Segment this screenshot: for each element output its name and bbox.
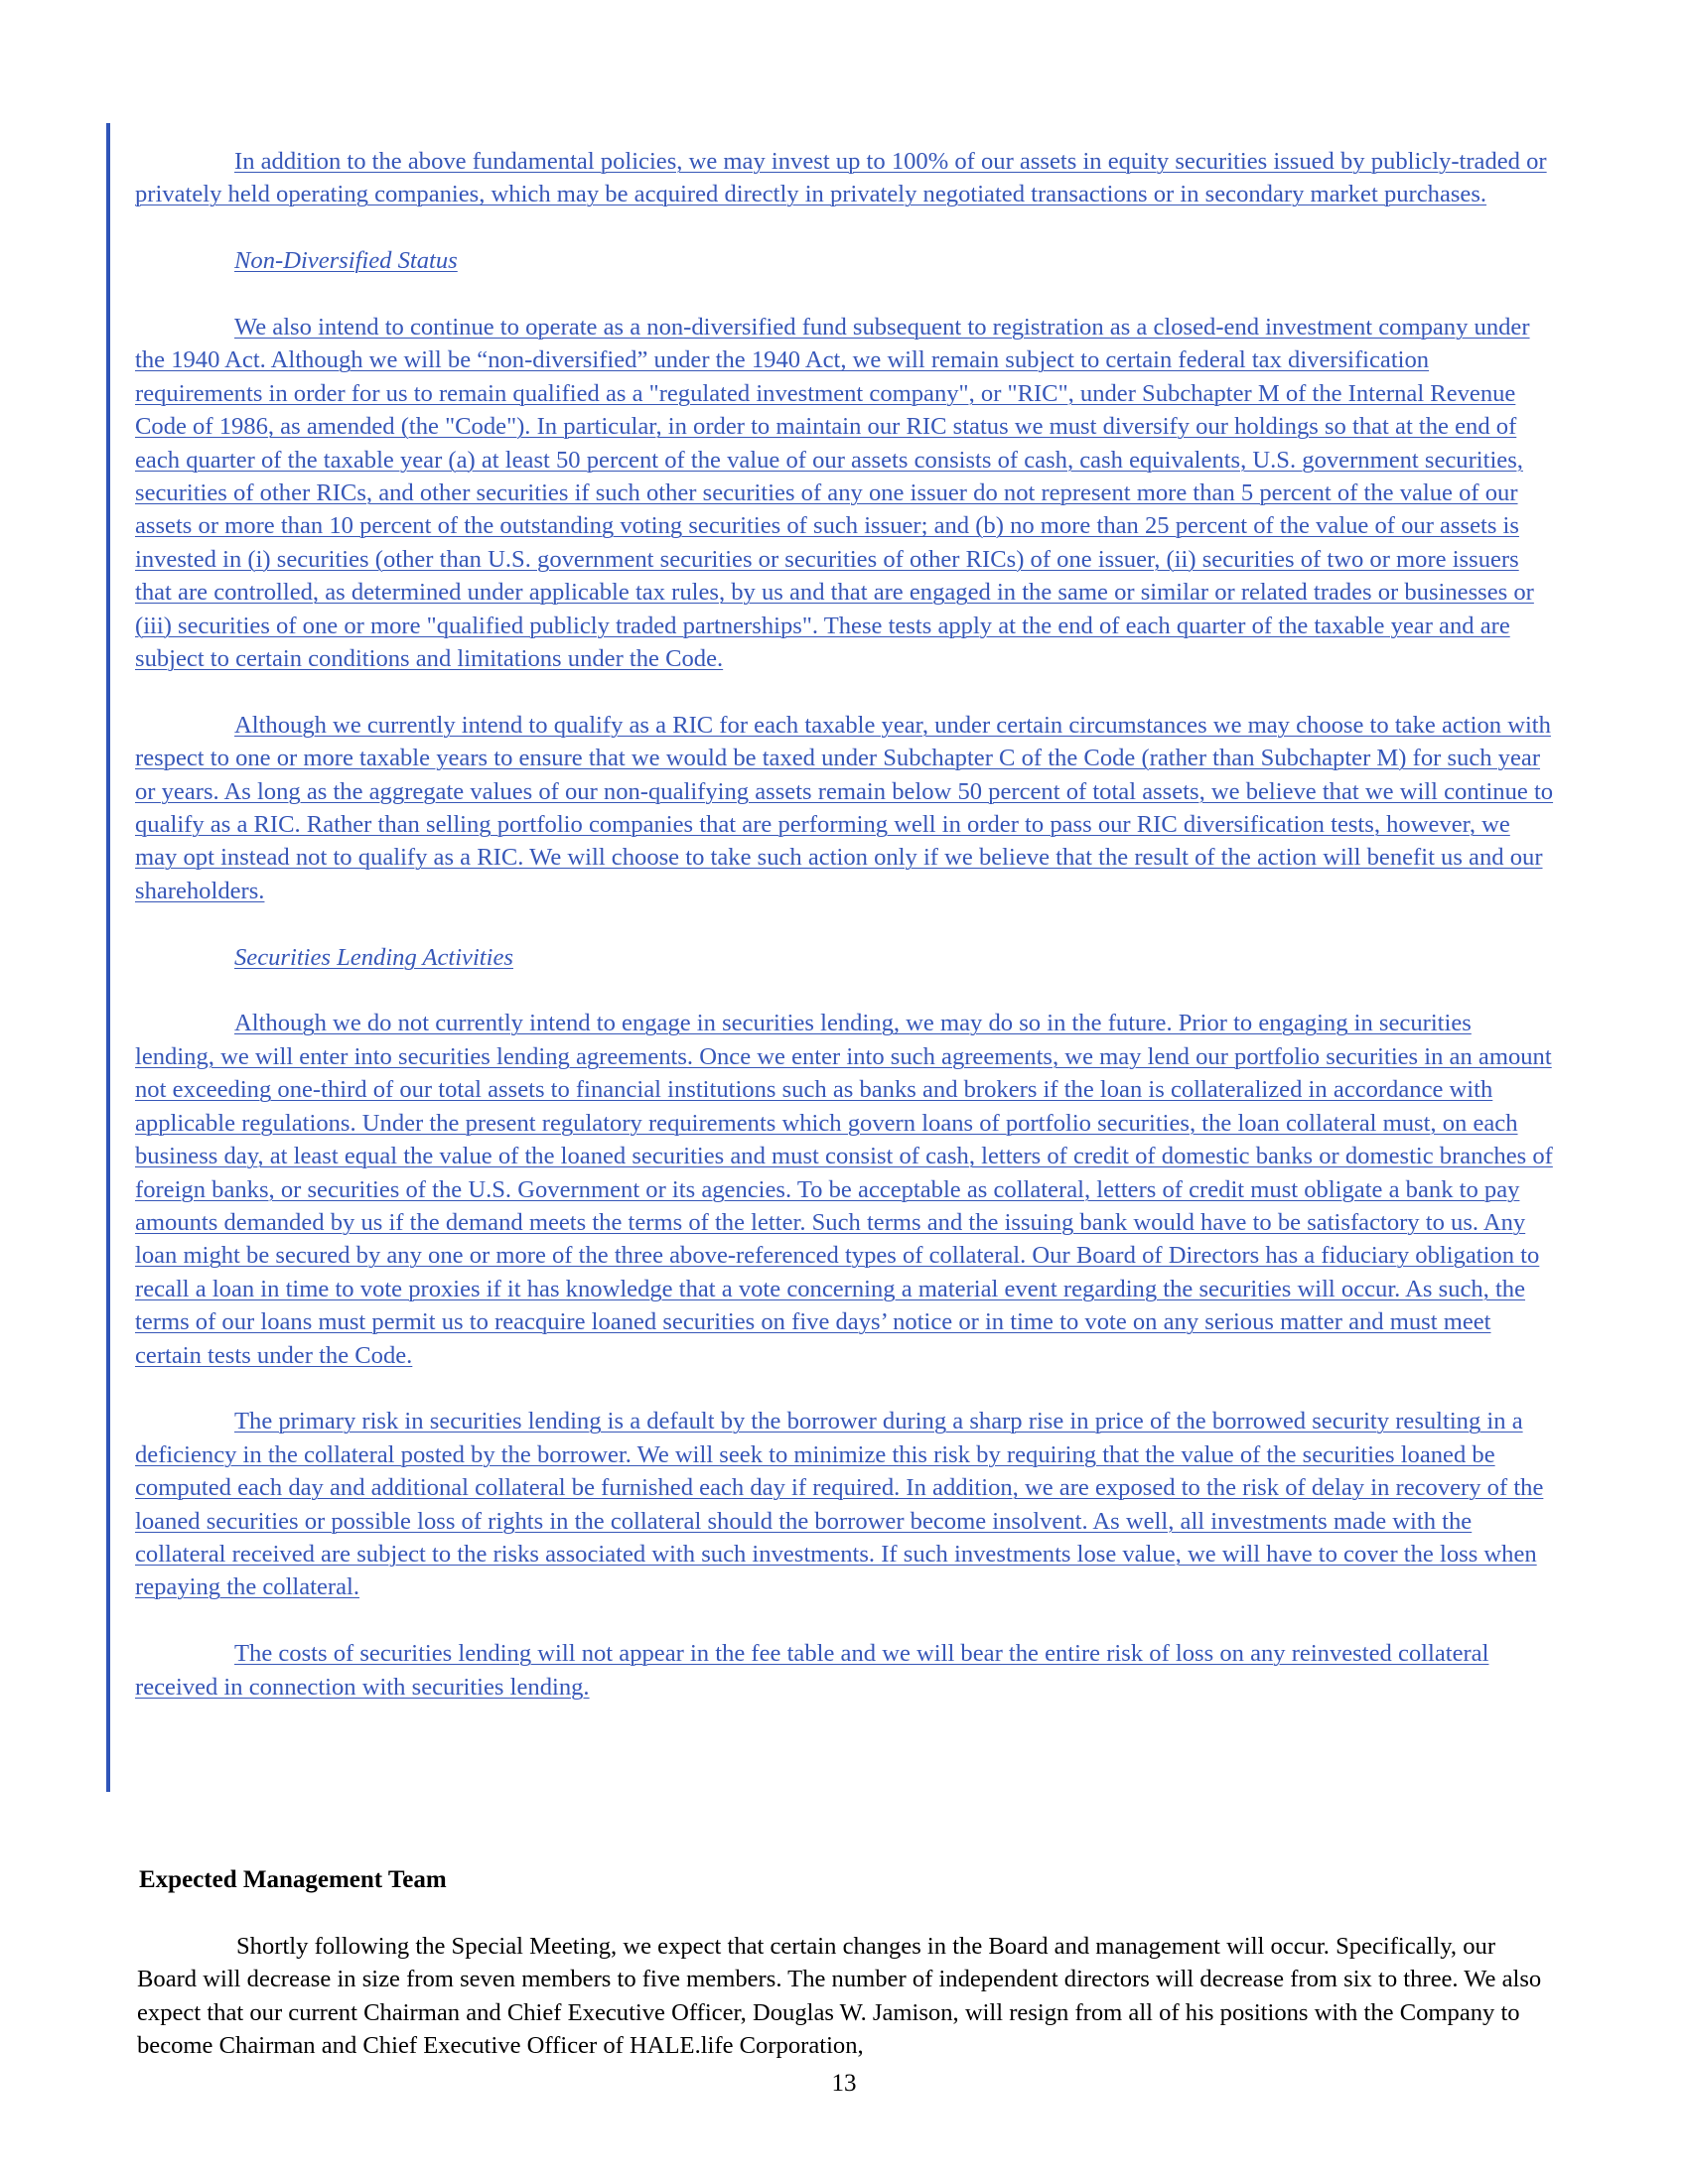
paragraph-text: The costs of securities lending will not appear in the fee table and we will bear the entire risk of loss on any reinvested collateral received in connection with securities lending. <box>135 1640 1489 1701</box>
heading-non-diversified-status <box>135 244 1555 277</box>
paragraph-diversification-requirements <box>135 311 1555 675</box>
revision-change-bar <box>106 123 110 1792</box>
paragraph-text: We also intend to continue to operate as a non-diversified fund subsequent to registration as a closed-end investment company under the 1940 Act. Although we will be “non-diversified” under the 1940 Act, we will remain subject to certain federal tax diversification requirements in order for us to remain qualified as a "regulated investment company", or "RIC", under Subchapter M of the Internal Revenue Code of 1986, as amended (the "Code"). In particular, in order to maintain our RIC status we must diversify our holdings so that at the end of each quarter of the taxable year (a) at least 50 percent of the value of our assets consists of cash, cash equivalents, U.S. government securities, securities of other RICs, and other securities if such other securities of any one issuer do not represent more than 5 percent of the value of our assets or more than 10 percent of the outstanding voting securities of such issuer; and (b) no more than 25 percent of the value of our assets is invested in (i) securities (other than U.S. government securities or securities of other RICs) of one issuer, (ii) securities of two or more issuers that are controlled, as determined under applicable tax rules, by us and that are engaged in the same or similar or related trades or businesses or (iii) securities of one or more "qualified publicly traded partnerships". These tests apply at the end of each quarter of the taxable year and are subject to certain conditions and limitations under the Code. <box>135 314 1534 673</box>
paragraph-ric-qualification <box>135 709 1555 907</box>
paragraph-text: Although we currently intend to qualify as a RIC for each taxable year, under certain circumstances we may choose to take action with respect to one or more taxable years to ensure that we would be taxed under Subchapter C of the Code (rather than Subchapter M) for such year or years. As long as the aggregate values of our non-qualifying assets remain below 50 percent of total assets, we believe that we will continue to qualify as a RIC. Rather than selling portfolio companies that are performing well in order to pass our RIC diversification tests, however, we may opt instead not to qualify as a RIC. We will choose to take such action only if we believe that the result of the action will benefit us and our shareholders. <box>135 711 1554 904</box>
paragraph-text: Although we do not currently intend to engage in securities lending, we may do so in the future. Prior to engaging in securities lending, we will enter into securities lending agreements. Once we enter into such agreements, we may lend our portfolio securities in an amount not exceeding one-third of our total assets to financial institutions such as banks and brokers if the loan is collateralized in accordance with applicable regulations. Under the present regulatory requirements which govern loans of portfolio securities, the loan collateral must, on each business day, at least equal the value of the loaned securities and must consist of cash, letters of credit of domestic banks or domestic branches of foreign banks, or securities of the U.S. Government or its agencies. To be acceptable as collateral, letters of credit must obligate a bank to pay amounts demanded by us if the demand meets the terms of the letter. Such terms and the issuing bank would have to be satisfactory to us. Any loan might be secured by any one or more of the three above-referenced types of collateral. Our Board of Directors has a fiduciary obligation to recall a loan in time to vote proxies if it has knowledge that a vote concerning a material event regarding the securities will occur. As such, the terms of our loans must permit us to reacquire loaned securities on five days’ notice or in time to vote on any serious matter and must meet certain tests under the Code. <box>135 1010 1553 1369</box>
heading-text: Securities Lending Activities <box>234 943 513 971</box>
section-title-expected-management-team: Expected Management Team <box>139 1866 447 1893</box>
paragraph-lending-risk <box>135 1405 1555 1603</box>
heading-securities-lending-activities <box>135 941 1555 974</box>
page-number: 13 <box>831 2070 857 2097</box>
paragraph-lending-costs <box>135 1637 1555 1704</box>
paragraph-securities-lending <box>135 1007 1555 1371</box>
paragraph-fundamental-policies <box>135 145 1555 211</box>
paragraph-management-changes: Shortly following the Special Meeting, we expect that certain changes in the Board and management will occur. Specifically, our Board will decrease in size from seven members to five members. The number of independent directors will decrease from six to three. We also expect that our current Chairman and Chief Executive Officer, Douglas W. Jamison, will resign from all of his positions with the Company to become Chairman and Chief Executive Officer of HALE.life Corporation, <box>137 1933 1542 2060</box>
paragraph-text: In addition to the above fundamental policies, we may invest up to 100% of our assets in equity securities issued by publicly-traded or privately held operating companies, which may be acquired directly in privately negotiated transactions or in secondary market purchases. <box>135 148 1547 208</box>
heading-text: Non-Diversified Status <box>234 247 458 275</box>
paragraph-text: The primary risk in securities lending is a default by the borrower during a sharp rise in price of the borrowed security resulting in a deficiency in the collateral posted by the borrower. We will seek to minimize this risk by requiring that the value of the securities loaned be computed each day and additional collateral be furnished each day if required. In addition, we are exposed to the risk of delay in recovery of the loaned securities or possible loss of rights in the collateral should the borrower become insolvent. As well, all investments made with the collateral received are subject to the risks associated with such investments. If such investments lose value, we will have to cover the loss when repaying the collateral. <box>135 1408 1544 1601</box>
revised-section <box>135 145 1555 1704</box>
